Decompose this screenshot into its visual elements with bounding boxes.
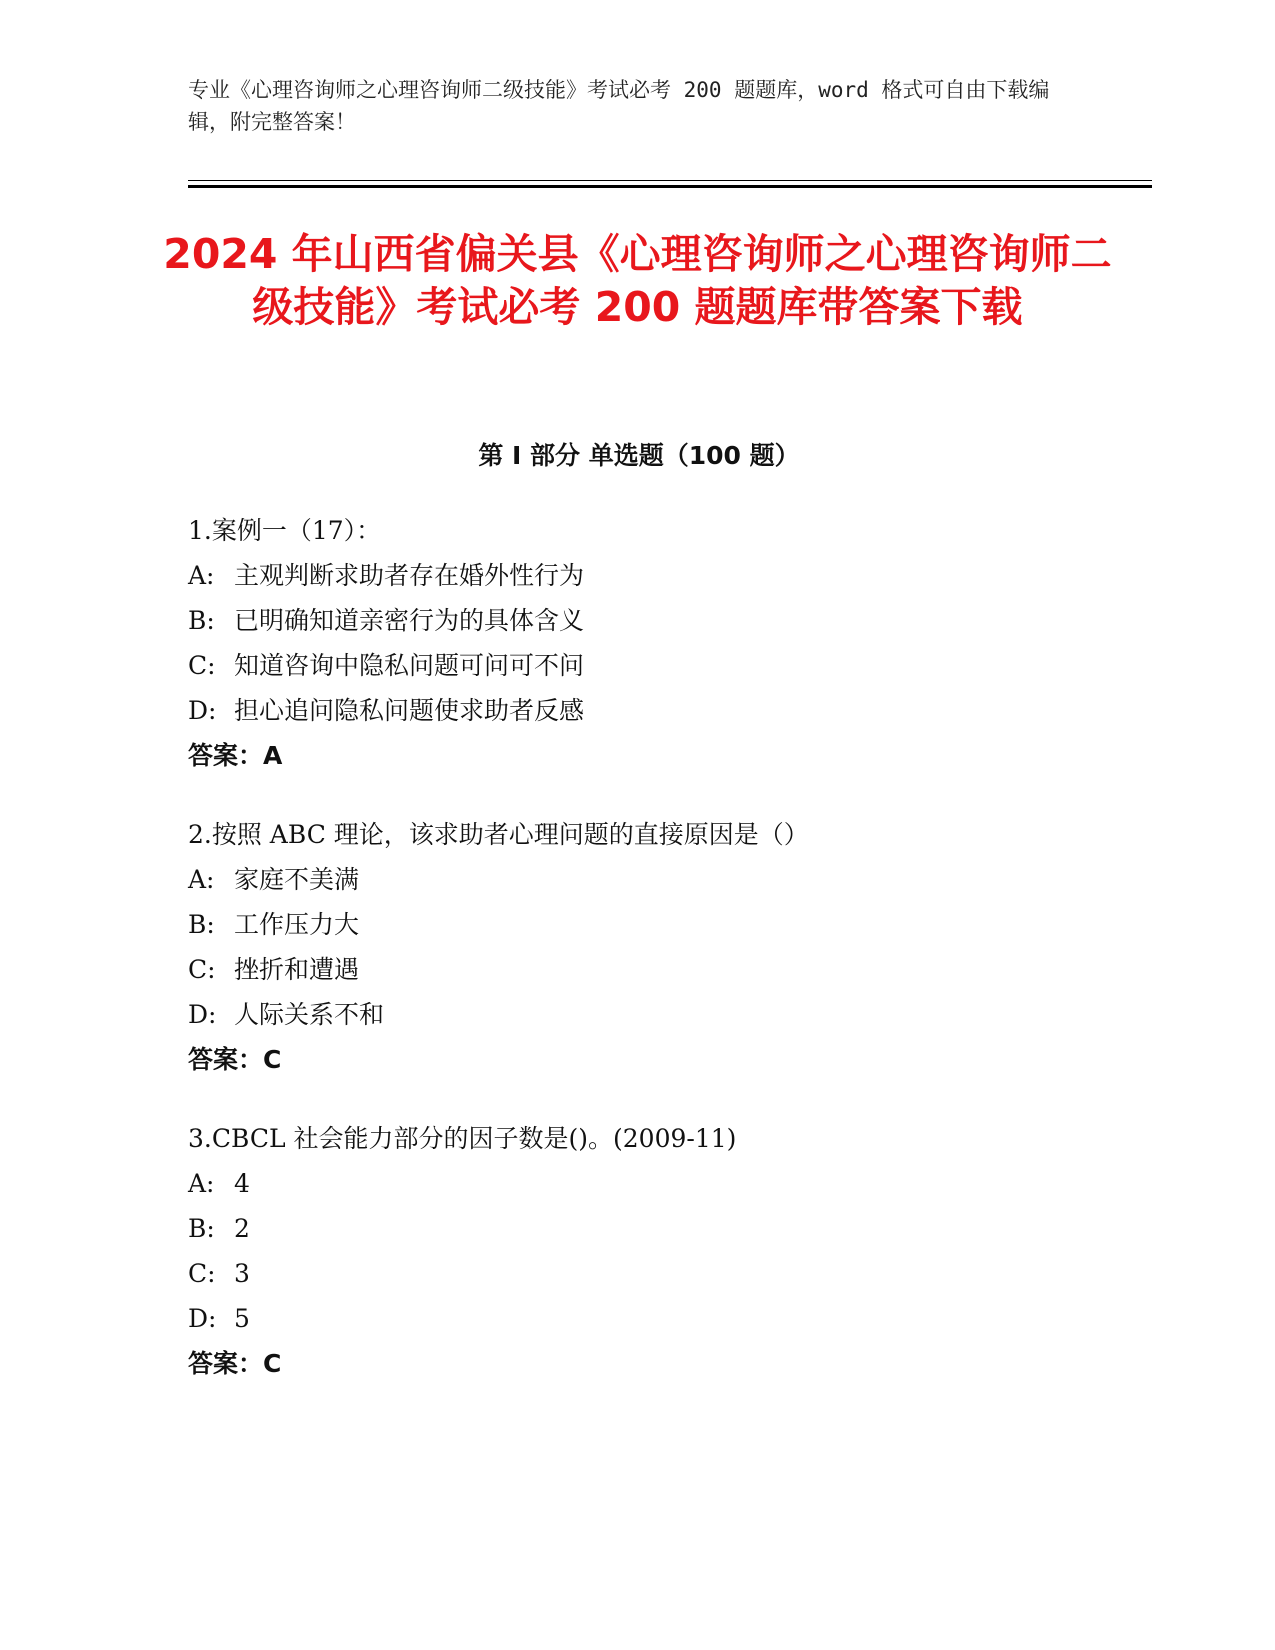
option-letter: D: (188, 1304, 217, 1333)
option-d (188, 688, 1068, 733)
option-a (188, 553, 1068, 598)
option-letter: A: (188, 1169, 215, 1198)
header-note: 专业《心理咨询师之心理咨询师二级技能》考试必考 200 题题库，word 格式可自由下载编辑，附完整答案！ (188, 78, 1050, 134)
answer-line: 答案：A (188, 741, 283, 770)
question-stem: 3.CBCL 社会能力部分的因子数是()。(2009-11) (188, 1124, 737, 1153)
option-c (188, 1251, 1068, 1296)
option-letter: B: (188, 1214, 215, 1243)
answer-line: 答案：C (188, 1349, 282, 1378)
question-stem: 1.案例一（17）： (188, 516, 382, 545)
option-letter: A: (188, 561, 215, 590)
section-title: 第 I 部分 单选题（100 题） (478, 441, 800, 470)
option-text: 2 (234, 1214, 250, 1243)
option-text: 主观判断求助者存在婚外性行为 (234, 561, 585, 590)
option-c (188, 947, 1068, 992)
header-divider-thick (188, 185, 1152, 188)
option-d (188, 1296, 1068, 1341)
answer-line: 答案：C (188, 1045, 282, 1074)
option-text: 知道咨询中隐私问题可问可不问 (234, 651, 585, 680)
option-text: 人际关系不和 (234, 1000, 385, 1029)
option-text: 3 (234, 1259, 250, 1288)
question-3 (188, 1116, 1068, 1386)
document-title: 2024 年山西省偏关县《心理咨询师之心理咨询师二级技能》考试必考 200 题题库带答案下载 (163, 230, 1112, 331)
option-text: 已明确知道亲密行为的具体含义 (234, 606, 585, 635)
option-letter: A: (188, 865, 215, 894)
option-letter: B: (188, 606, 215, 635)
option-b (188, 598, 1068, 643)
option-a (188, 857, 1068, 902)
option-b (188, 902, 1068, 947)
option-text: 4 (234, 1169, 250, 1198)
header-divider-thin (188, 180, 1152, 181)
option-text: 5 (234, 1304, 250, 1333)
option-text: 挫折和遭遇 (234, 955, 360, 984)
option-letter: C: (188, 651, 216, 680)
option-d (188, 992, 1068, 1037)
option-letter: D: (188, 696, 217, 725)
option-letter: C: (188, 1259, 216, 1288)
option-text: 担心追问隐私问题使求助者反感 (234, 696, 585, 725)
option-a (188, 1161, 1068, 1206)
option-letter: D: (188, 1000, 217, 1029)
option-text: 家庭不美满 (234, 865, 360, 894)
option-letter: B: (188, 910, 215, 939)
option-text: 工作压力大 (234, 910, 360, 939)
question-1 (188, 508, 1068, 778)
question-stem: 2.按照 ABC 理论，该求助者心理问题的直接原因是（） (188, 820, 809, 849)
option-b (188, 1206, 1068, 1251)
option-letter: C: (188, 955, 216, 984)
option-c (188, 643, 1068, 688)
question-2 (188, 812, 1068, 1082)
